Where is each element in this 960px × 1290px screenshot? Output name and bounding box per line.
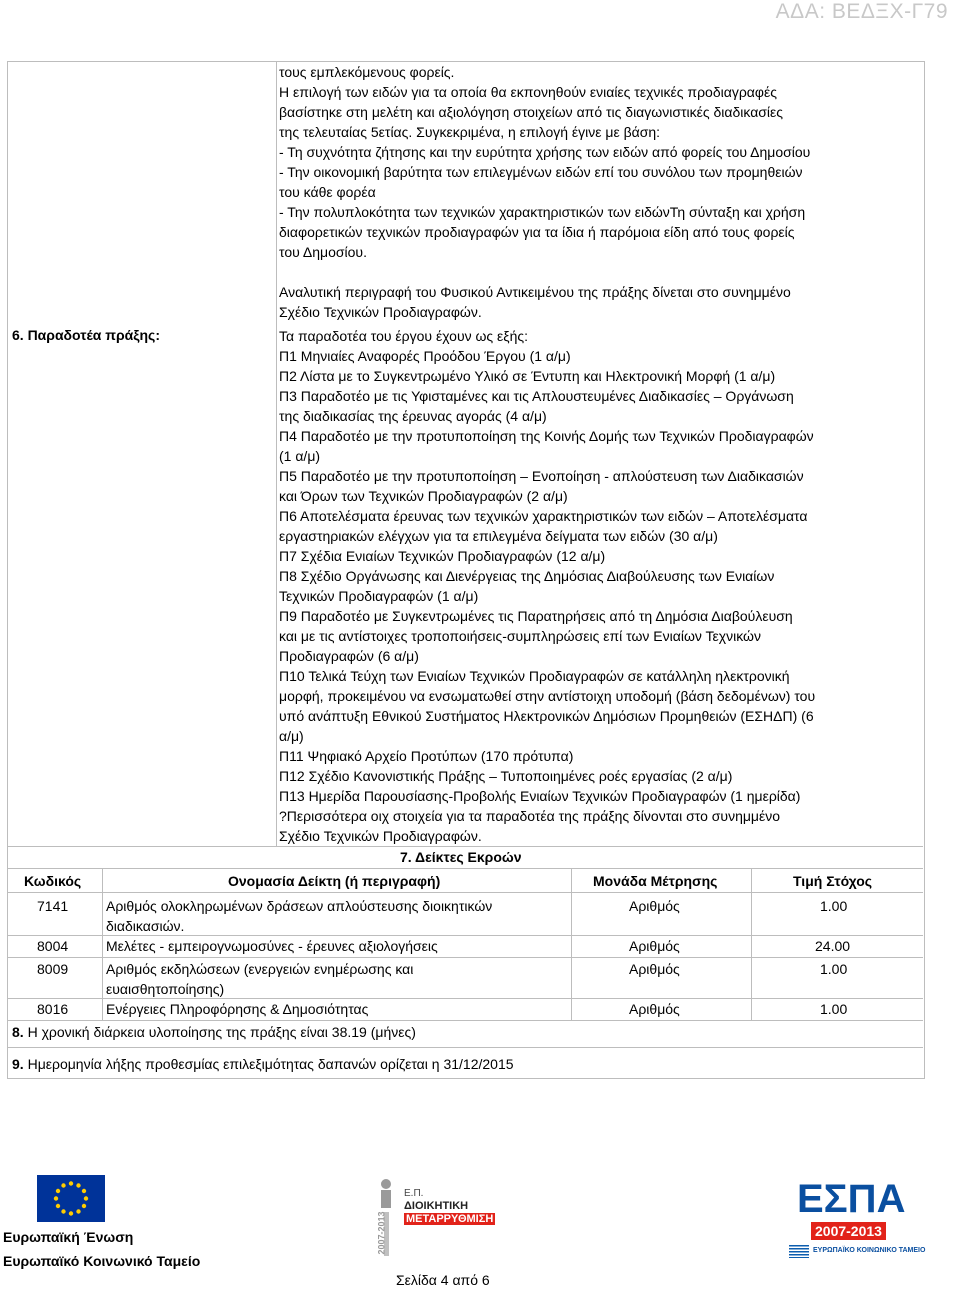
espa-title: ΕΣΠΑ	[797, 1177, 906, 1221]
row-name	[106, 896, 492, 936]
row-target: 24.00	[815, 938, 851, 954]
col-divider-code	[102, 868, 103, 1020]
deliverable-line: ?Περισσότερα οιχ στοιχεία για τα παραδοτέα της πράξης δίνονται στο συνημμένο	[279, 808, 781, 824]
row-unit: Αριθμός	[629, 938, 680, 954]
indicators-header-top	[7, 868, 923, 869]
row-code: 8009	[37, 961, 69, 977]
description-line: της τελευταίας 5ετίας. Συγκεκριμένα, η επιλογή έγινε με βάση:	[279, 124, 661, 140]
deliverable-line: Τα παραδοτέα του έργου έχουν ως εξής:	[279, 328, 528, 344]
section-text: Η χρονική διάρκεια υλοποίησης της πράξης είναι 38.19 (μήνες)	[23, 1024, 416, 1040]
deliverable-line: Π1 Μηνιαίες Αναφορές Προόδου Έργου (1 α/μ)	[279, 348, 571, 364]
deadline-text	[12, 1054, 514, 1074]
espa-fund: ΕΥΡΩΠΑΪΚΟ ΚΟΙΝΩΝΙΚΟ ΤΑΜΕΙΟ	[813, 1247, 926, 1254]
deliverable-line: α/μ)	[279, 728, 304, 744]
eu-label: Ευρωπαϊκή Ένωση	[3, 1229, 134, 1245]
indicators-row4-bottom	[7, 1020, 923, 1021]
deliverable-line: Τεχνικών Προδιαγραφών (1 α/μ)	[279, 588, 479, 604]
deliverable-line: και με τις αντίστοιχες τροποποιήσεις-συμπληρώσεις επί των Ενιαίων Τεχνικών	[279, 628, 761, 644]
deliverables-label: 6. Παραδοτέα πράξης:	[12, 327, 160, 343]
col-divider-name	[571, 868, 572, 1020]
description-line: - Τη συχνότητα ζήτησης και την ευρύτητα χρήσης των ειδών από φορείς του Δημοσίου	[279, 144, 811, 160]
ada-code: ΑΔΑ: ΒΕΔΞΧ-Γ79	[775, 0, 948, 23]
row-target: 1.00	[820, 961, 848, 977]
section-text: Ημερομηνία λήξης προθεσμίας επιλεξιμότητας δαπανών ορίζεται η 31/12/2015	[23, 1056, 514, 1072]
esf-label: Ευρωπαϊκό Κοινωνικό Ταμείο	[3, 1253, 201, 1269]
section-number: 9.	[12, 1056, 24, 1072]
deliverable-line: Π12 Σχέδιο Κανονιστικής Πράξης – Τυποποιημένες ροές εργασίας (2 α/μ)	[279, 768, 733, 784]
label-column-divider	[276, 61, 277, 846]
description-line: - Την οικονομική βαρύτητα των επιλεγμένων ειδών επί του συνόλου των προμηθειών	[279, 164, 803, 180]
deliverable-line: Π13 Ημερίδα Παρουσίασης-Προβολής Ενιαίων Τεχνικών Προδιαγραφών (1 ημερίδα)	[279, 788, 801, 804]
admin-reform-logo	[372, 1176, 517, 1262]
indicators-row2-bottom	[7, 957, 923, 958]
description-line: του κάθε φορέα	[279, 184, 376, 200]
page-number: Σελίδα 4 από 6	[396, 1272, 490, 1288]
description-block	[279, 62, 810, 262]
col-divider-unit	[751, 868, 752, 1020]
duration-text	[12, 1022, 416, 1042]
deliverable-line: και Όρων των Τεχνικών Προδιαγραφών (2 α/μ)	[279, 488, 568, 504]
deliverable-line: (1 α/μ)	[279, 448, 321, 464]
header-target: Τιμή Στόχος	[793, 873, 873, 889]
admin-reform-line1: ΔΙΟΙΚΗΤΙΚΗ	[404, 1200, 469, 1212]
row-unit: Αριθμός	[629, 1001, 680, 1017]
row-name-line: Αριθμός ολοκληρωμένων δράσεων απλούστευσης διοικητικών	[106, 898, 493, 914]
section-number: 8.	[12, 1024, 24, 1040]
row-name-line: Μελέτες - εμπειρογνωμοσύνες - έρευνες αξιολογήσεις	[106, 938, 438, 954]
indicators-header-bottom	[7, 892, 923, 893]
greek-flag-icon	[789, 1245, 809, 1258]
deliverable-line: Π8 Σχέδιο Οργάνωσης και Διενέργειας της Δημόσιας Διαβούλευσης των Ενιαίων	[279, 568, 775, 584]
row-code: 8016	[37, 1001, 69, 1017]
espa-logo	[789, 1178, 929, 1268]
description-line: - Την πολυπλοκότητα των τεχνικών χαρακτηριστικών των ειδώνΤη σύνταξη και χρήση	[279, 204, 806, 220]
row-target: 1.00	[820, 898, 848, 914]
admin-reform-line2: ΜΕΤΑΡΡΥΘΜΙΣΗ	[406, 1213, 494, 1225]
deliverable-line: Π9 Παραδοτέο με Συγκεντρωμένες τις Παρατηρήσεις από τη Δημόσια Διαβούλευση	[279, 608, 793, 624]
indicators-title: 7. Δείκτες Εκροών	[400, 849, 522, 865]
header-name: Ονομασία Δείκτη (ή περιγραφή)	[228, 873, 441, 889]
description-line: Η επιλογή των ειδών για τα οποία θα εκπονηθούν ενιαίες τεχνικές προδιαγραφές	[279, 84, 777, 100]
row-name-line: διαδικασιών.	[106, 918, 185, 934]
row-target: 1.00	[820, 1001, 848, 1017]
eu-flag-logo	[37, 1175, 105, 1222]
deliverable-line: υπό ανάπτυξη Εθνικού Συστήματος Ηλεκτρονικών Δημόσιων Προμηθειών (ΕΣΗΔΠ) (6	[279, 708, 814, 724]
row-code: 7141	[37, 898, 69, 914]
description-line: βασίστηκε στη μελέτη και αξιολόγηση στοιχείων από τις διαγωνιστικές διαδικασίες	[279, 104, 784, 120]
deliverable-line: μορφή, προκειμένου να ενσωματωθεί στην αντίστοιχη υποδομή (βάση δεδομένων) του	[279, 688, 816, 704]
row-code: 8004	[37, 938, 69, 954]
deliverable-line: Π5 Παραδοτέο με την προτυποποίηση – Ενοποίηση - απλούστευση των Διαδικασιών	[279, 468, 804, 484]
header-code: Κωδικός	[24, 873, 82, 889]
admin-reform-years: 2007-2013	[376, 1211, 387, 1255]
header-unit: Μονάδα Μέτρησης	[593, 873, 718, 889]
deliverable-line: Π2 Λίστα με το Συγκεντρωμένο Υλικό σε Έντυπη και Ηλεκτρονική Μορφή (1 α/μ)	[279, 368, 776, 384]
deliverable-line: εργαστηριακών ελέγχων για τα επιλεγμένα δείγματα των ειδών (30 α/μ)	[279, 528, 718, 544]
deliverable-line: Π11 Ψηφιακό Αρχείο Προτύπων (170 πρότυπα)	[279, 748, 574, 764]
analytic-line: Σχέδιο Τεχνικών Προδιαγραφών.	[279, 304, 482, 320]
section8-bottom	[7, 1047, 923, 1048]
deliverable-line: Π3 Παραδοτέο με τις Υφισταμένες και τις Απλουστευμένες Διαδικασίες – Οργάνωση	[279, 388, 794, 404]
row-name	[106, 999, 368, 1019]
row-name-line: Αριθμός εκδηλώσεων (ενεργειών ενημέρωσης και	[106, 961, 414, 977]
deliverable-line: Π7 Σχέδια Ενιαίων Τεχνικών Προδιαγραφών (12 α/μ)	[279, 548, 606, 564]
description-line: του Δημοσίου.	[279, 244, 367, 260]
deliverable-line: Προδιαγραφών (6 α/μ)	[279, 648, 419, 664]
deliverable-line: Σχέδιο Τεχνικών Προδιαγραφών.	[279, 828, 482, 844]
row-name	[106, 959, 413, 999]
description-line: διαφορετικών τεχνικών προδιαγραφών για τα ίδια ή παρόμοια είδη από τους φορείς	[279, 224, 795, 240]
row-unit: Αριθμός	[629, 961, 680, 977]
eu-stars-icon	[37, 1175, 105, 1222]
row-name	[106, 936, 438, 956]
deliverable-line: της διαδικασίας της έρευνας αγοράς (4 α/μ)	[279, 408, 547, 424]
row-name-line: Ενέργειες Πληροφόρησης & Δημοσιότητας	[106, 1001, 369, 1017]
description-line: τους εμπλεκόμενους φορείς.	[279, 64, 455, 80]
espa-years: 2007-2013	[811, 1222, 886, 1240]
analytic-line: Αναλυτική περιγραφή του Φυσικού Αντικειμένου της πράξης δίνεται στο συνημμένο	[279, 284, 791, 300]
deliverable-line: Π6 Αποτελέσματα έρευνας των τεχνικών χαρακτηριστικών των ειδών – Αποτελέσματα	[279, 508, 808, 524]
deliverables-list	[279, 326, 815, 846]
analytic-description	[279, 282, 791, 322]
deliverable-line: Π4 Παραδοτέο με την προτυποποίηση της Κοινής Δομής των Τεχνικών Προδιαγραφών	[279, 428, 814, 444]
row-name-line: ευαισθητοποίησης)	[106, 981, 225, 997]
deliverable-line: Π10 Τελικά Τεύχη των Ενιαίων Τεχνικών Προδιαγραφών σε κατάλληλη ηλεκτρονική	[279, 668, 790, 684]
row-unit: Αριθμός	[629, 898, 680, 914]
admin-reform-ep: Ε.Π.	[404, 1188, 424, 1199]
